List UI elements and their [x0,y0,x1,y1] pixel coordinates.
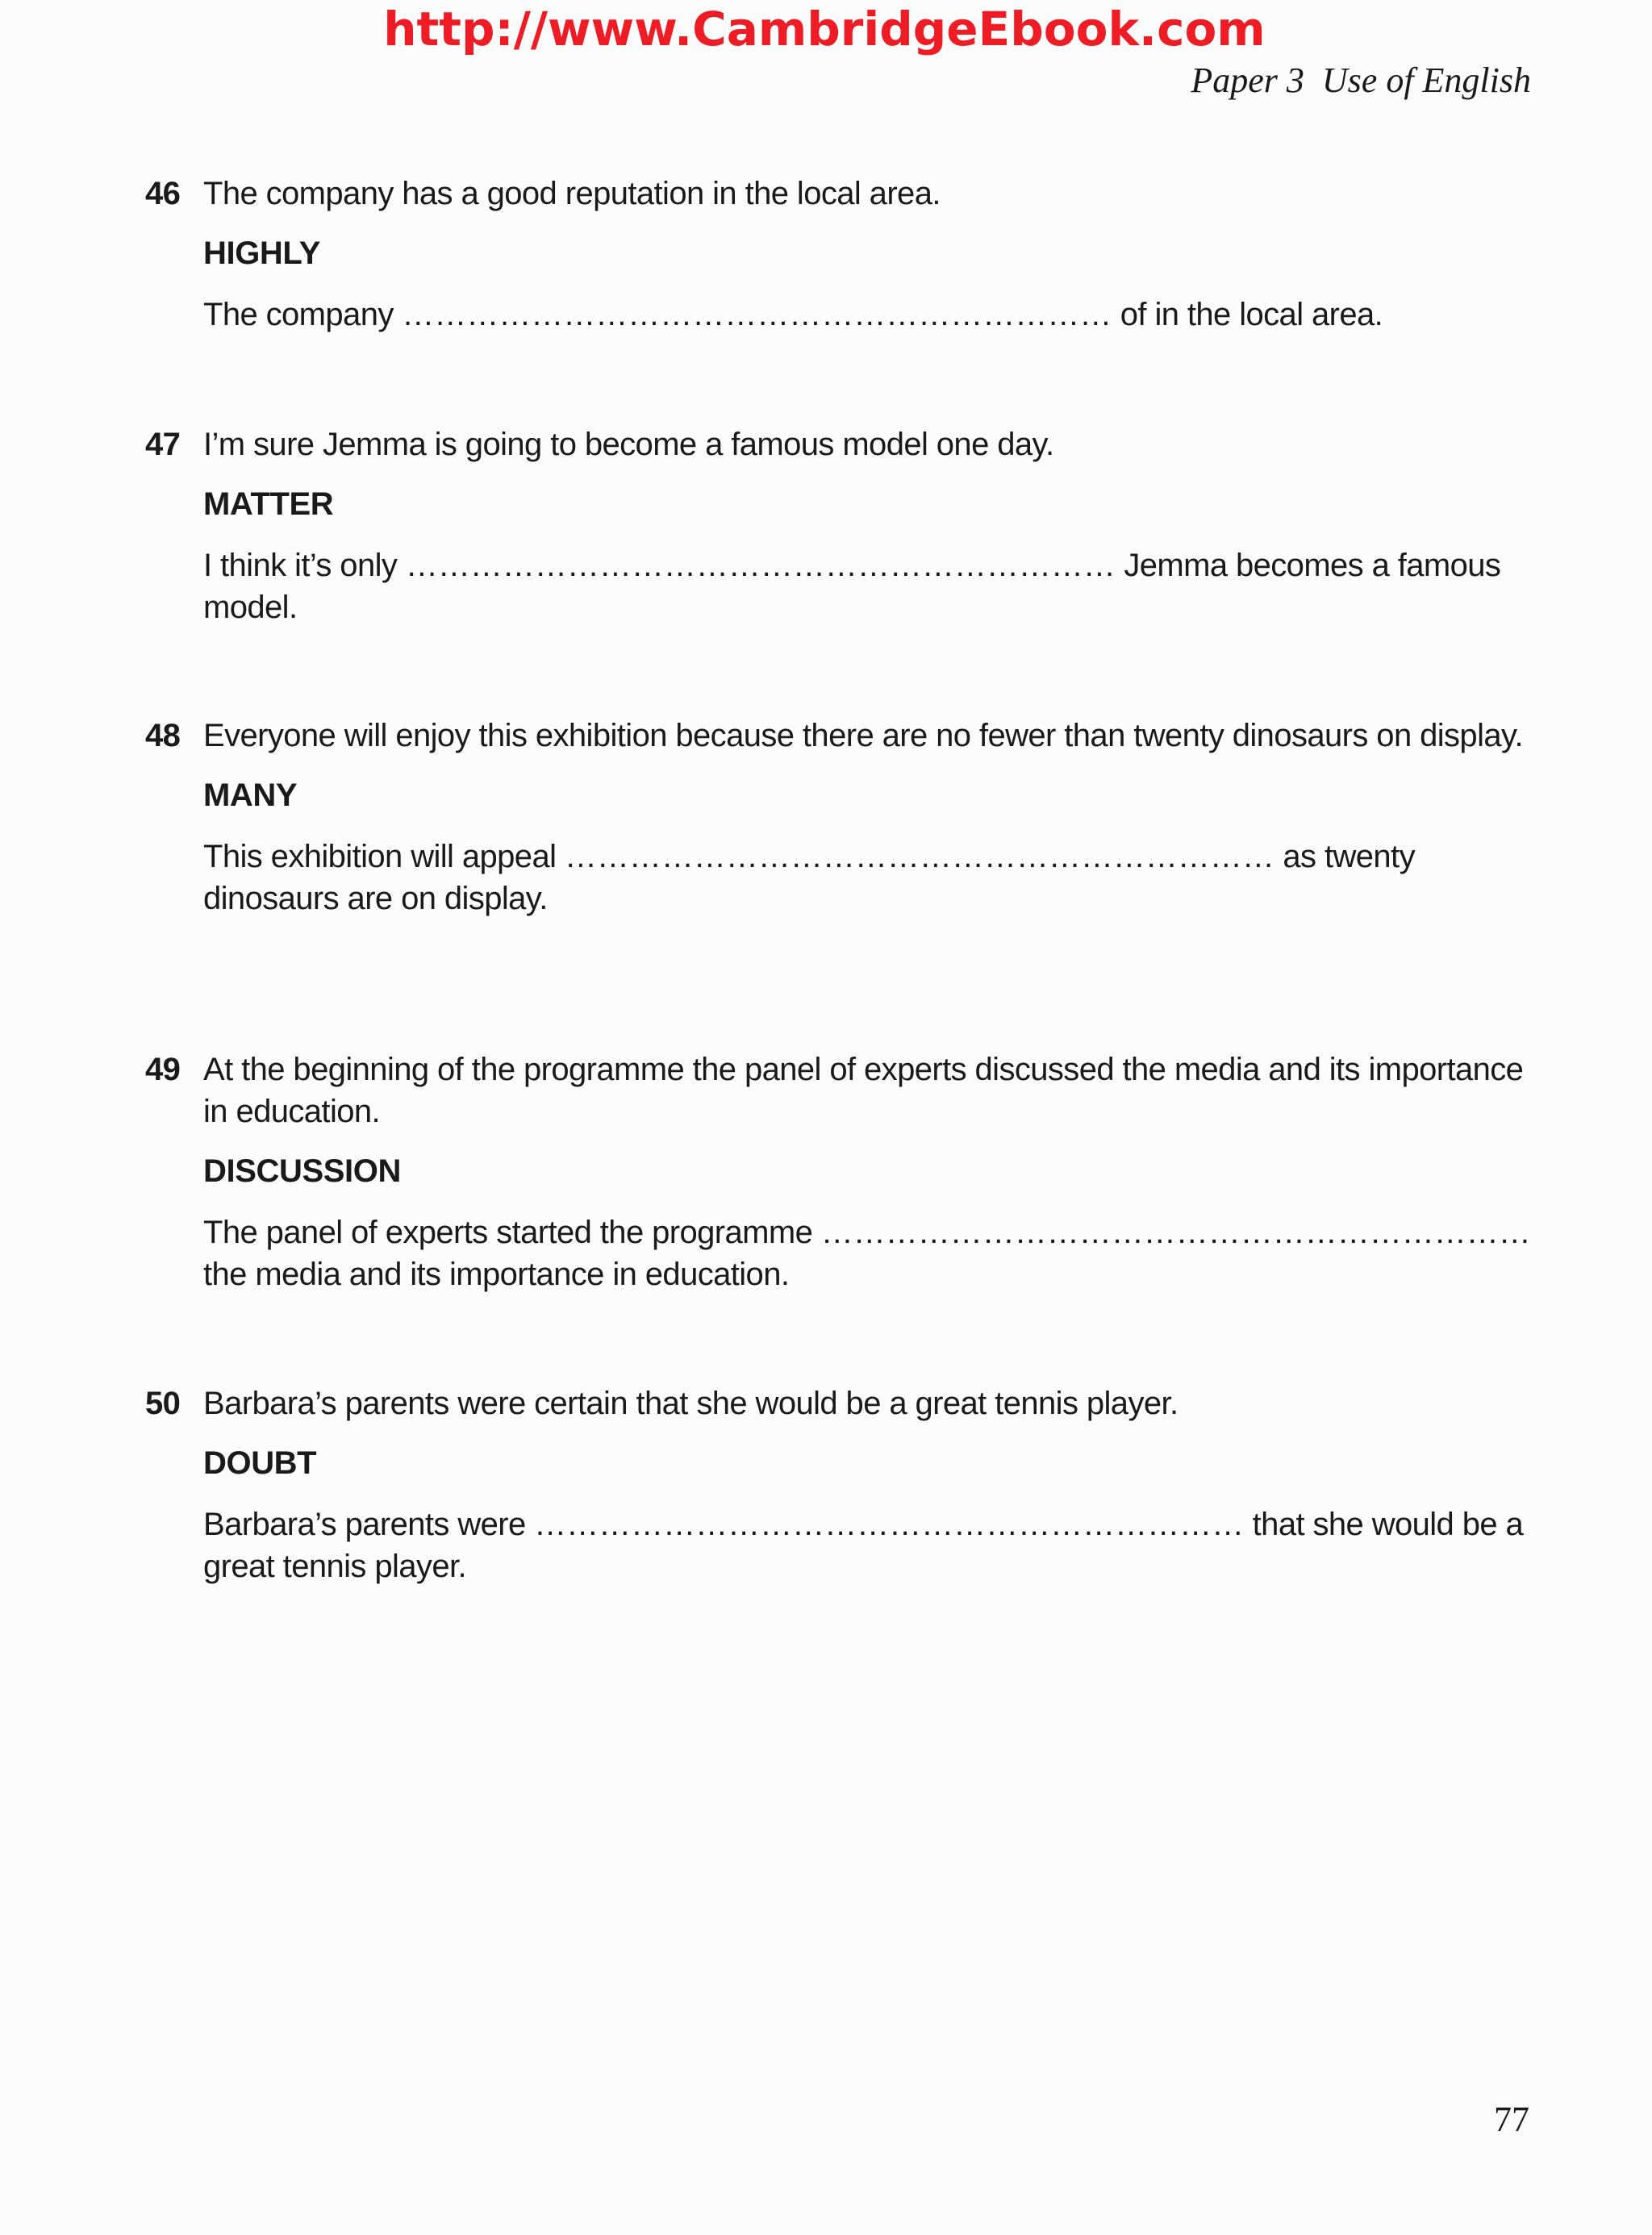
question-46 [145,173,1533,336]
keyword: DISCUSSION [203,1153,401,1189]
answer-gap-sentence [203,1503,1533,1587]
keyword: MANY [203,778,298,813]
watermark-url: http://www.CambridgeEbook.com [383,2,1266,56]
question-sentence: Barbara’s parents were certain that she would be a great tennis player. [203,1386,1179,1421]
answer-gap-sentence [203,836,1533,919]
answer-after: as twenty dinosaurs are on display. [203,839,1415,916]
question-sentence-row [145,1049,1533,1132]
answer-gap[interactable]: ………………………………………………………… [534,1507,1245,1542]
answer-after: of in the local area. [1120,297,1383,332]
running-header [1191,60,1531,101]
keyword: DOUBT [203,1445,317,1481]
question-sentence-row [145,423,1533,465]
question-47 [145,423,1533,628]
question-sentence: At the beginning of the programme the panel of experts discussed the media and its importance in education. [203,1052,1524,1129]
answer-gap[interactable]: ………………………………………………………… [820,1215,1531,1250]
question-sentence: I’m sure Jemma is going to become a famous model one day. [203,427,1054,462]
question-number: 46 [145,176,181,211]
question-number: 48 [145,718,181,753]
question-number: 47 [145,427,181,462]
question-sentence: Everyone will enjoy this exhibition because there are no fewer than twenty dinosaurs on display. [203,718,1523,753]
paper-label: Paper 3 [1191,60,1304,100]
question-sentence: The company has a good reputation in the local area. [203,176,941,211]
page-number: 77 [1494,2099,1529,2139]
answer-before: The company [203,297,394,332]
answer-gap-sentence [203,294,1533,336]
answer-before: I think it’s only [203,548,398,583]
question-number: 50 [145,1386,181,1421]
answer-before: The panel of experts started the programme [203,1215,813,1250]
question-sentence-row [145,1382,1533,1424]
keyword: HIGHLY [203,236,321,271]
question-49 [145,1049,1533,1295]
answer-after: that she would be a great tennis player. [203,1507,1524,1584]
answer-gap-sentence [203,544,1533,628]
question-number: 49 [145,1052,181,1087]
question-sentence-row [145,173,1533,215]
answer-after: Jemma becomes a famous model. [203,548,1501,625]
answer-after: the media and its importance in education. [203,1257,790,1292]
question-sentence-row [145,715,1533,757]
answer-before: Barbara’s parents were [203,1507,526,1542]
answer-gap[interactable]: ………………………………………………………… [564,839,1274,874]
keyword: MATTER [203,486,334,522]
answer-gap-sentence [203,1211,1533,1295]
question-50 [145,1382,1533,1587]
question-48 [145,715,1533,919]
answer-gap[interactable]: ………………………………………………………… [402,297,1112,332]
section-label: Use of English [1321,60,1531,100]
answer-gap[interactable]: ………………………………………………………… [405,548,1116,583]
answer-before: This exhibition will appeal [203,839,557,874]
